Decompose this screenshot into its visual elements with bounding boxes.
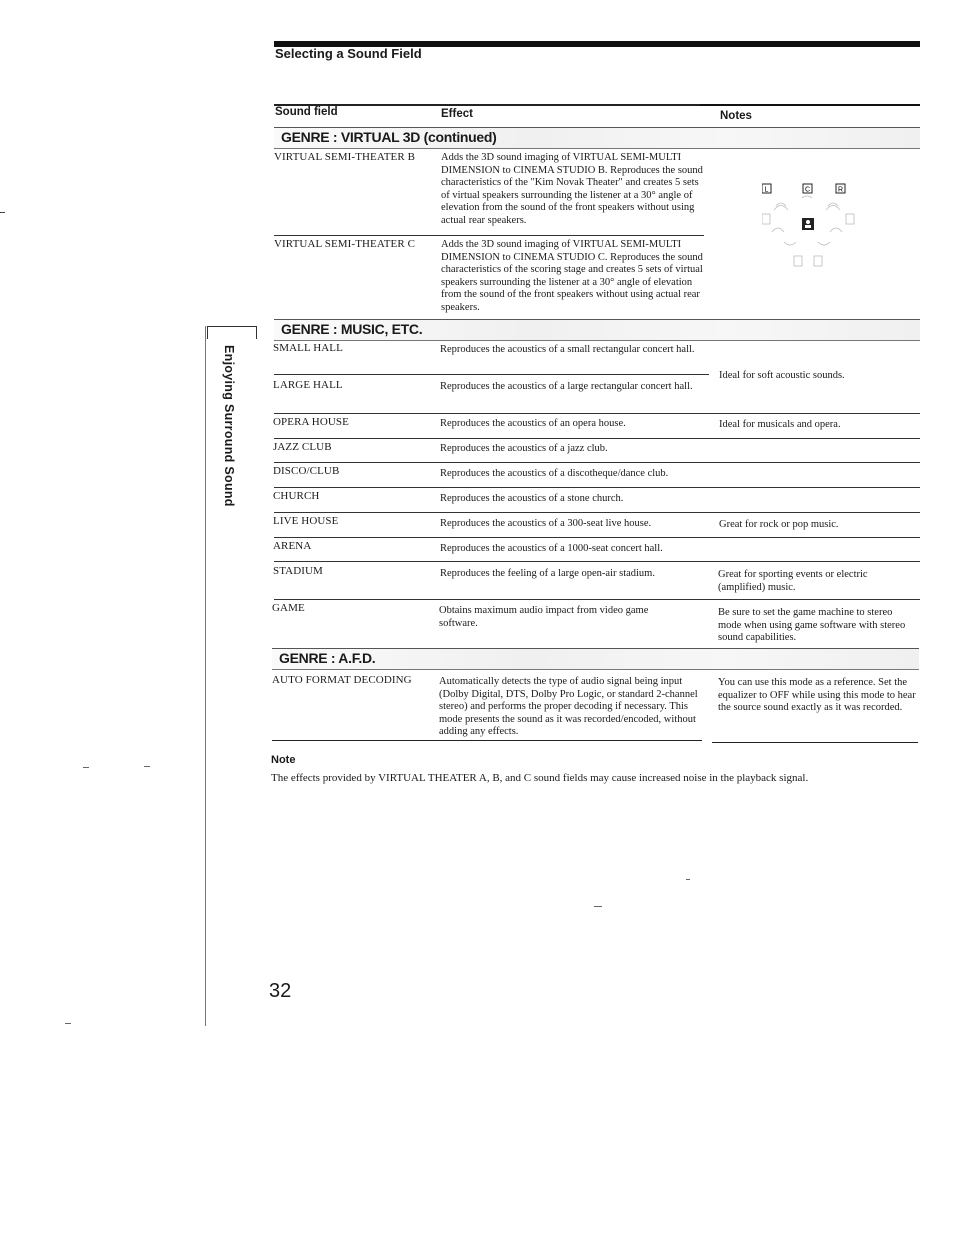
row-divider: [274, 374, 709, 375]
side-tab-marker: [207, 326, 257, 339]
note-title: Note: [271, 754, 296, 766]
row-divider: [274, 561, 920, 562]
row-divider: [274, 537, 920, 538]
field-name: GAME: [272, 602, 305, 614]
header-rule-notes: [700, 104, 920, 106]
field-effect: Reproduces the acoustics of a large rectangular concert hall.: [440, 381, 693, 392]
section-title: Selecting a Sound Field: [275, 46, 422, 61]
row-divider: [274, 462, 920, 463]
field-name: LARGE HALL: [273, 379, 343, 391]
field-effect: Adds the 3D sound imaging of VIRTUAL SEMI-MULTI DIMENSION to CINEMA STUDIO B. Reproduces the sound characteristics of the "Kim Novak Theater" and creates 5 sets of virtual speakers surrounding the listener at a 30° angle of elevation from the sound of the front speakers without using actual rear speakers.: [441, 152, 703, 226]
speaker-label-left: L: [764, 186, 769, 194]
row-divider: [274, 599, 920, 600]
field-name: STADIUM: [273, 565, 323, 577]
field-name: AUTO FORMAT DECODING: [272, 674, 412, 686]
row-divider: [274, 438, 920, 439]
field-effect: Reproduces the acoustics of a stone church.: [440, 493, 624, 504]
field-effect: Adds the 3D sound imaging of VIRTUAL SEMI-MULTI DIMENSION to CINEMA STUDIO C. Reproduces the sound characteristics of the scoring stage and creates 5 sets of virtual speakers surrounding the listener at a 30° angle of elevation from the sound of the front speakers without using actual rear speakers.: [441, 239, 703, 313]
field-name: VIRTUAL SEMI-THEATER C: [274, 238, 416, 250]
field-effect: Reproduces the feeling of a large open-air stadium.: [440, 568, 655, 579]
genre-label: GENRE : A.F.D.: [279, 650, 376, 666]
field-effect: Reproduces the acoustics of a 1000-seat concert hall.: [440, 543, 663, 554]
scan-artifact: [594, 906, 602, 907]
row-divider: [274, 487, 920, 488]
side-divider: [205, 326, 206, 1026]
field-effect: Reproduces the acoustics of a jazz club.: [440, 443, 608, 454]
field-name: SMALL HALL: [273, 342, 343, 354]
row-divider: [274, 413, 920, 414]
scan-artifact: [65, 1023, 71, 1024]
column-header-notes: Notes: [720, 110, 752, 122]
column-header-sound-field: Sound field: [275, 106, 338, 118]
field-name: CHURCH: [273, 490, 320, 502]
field-notes: Great for rock or pop music.: [719, 519, 839, 530]
field-effect: Automatically detects the type of audio signal being input (Dolby Digital, DTS, Dolby Pro Logic, or standard 2-channel stereo) and performs the proper decoding if necessary. This mode presents the sound as it was recorded/encoded, without adding any effects.: [439, 676, 698, 737]
note-text: The effects provided by VIRTUAL THEATER A, B, and C sound fields may cause increased noise in the playback signal.: [271, 772, 809, 784]
field-effect: Obtains maximum audio impact from video game software.: [439, 605, 649, 629]
field-notes: Ideal for soft acoustic sounds.: [719, 370, 845, 381]
row-divider: [274, 235, 704, 236]
field-name: OPERA HOUSE: [273, 416, 349, 428]
genre-bar-music: [274, 319, 920, 341]
field-effect: Reproduces the acoustics of a discotheque/dance club.: [440, 468, 669, 479]
column-header-effect: Effect: [441, 108, 473, 120]
field-effect: Reproduces the acoustics of a small rectangular concert hall.: [440, 344, 695, 355]
field-name: JAZZ CLUB: [273, 441, 332, 453]
field-notes: Ideal for musicals and opera.: [719, 419, 841, 430]
genre-label: GENRE : VIRTUAL 3D (continued): [281, 129, 497, 145]
genre-label: GENRE : MUSIC, ETC.: [281, 321, 423, 337]
table-bottom-rule: [272, 740, 702, 741]
table-bottom-rule-notes: [712, 742, 918, 743]
side-tab-label: Enjoying Surround Sound: [222, 345, 236, 507]
row-divider: [274, 512, 920, 513]
virtual-speaker-layout-icon: [762, 180, 862, 276]
scan-artifact: [83, 767, 89, 768]
page-number: 32: [269, 980, 292, 1002]
field-notes: Be sure to set the game machine to stereo mode when using game software with stereo sound capabilities.: [718, 607, 906, 643]
scan-artifact: [686, 879, 690, 880]
genre-bar-afd: [272, 648, 919, 670]
scan-artifact: [0, 212, 5, 213]
speaker-label-center: C: [804, 186, 811, 194]
field-effect: Reproduces the acoustics of a 300-seat live house.: [440, 518, 652, 529]
field-notes: You can use this mode as a reference. Set the equalizer to OFF while using this mode to hear the source sound exactly as it was recorded.: [718, 677, 916, 713]
field-notes: Great for sporting events or electric (amplified) music.: [718, 569, 868, 593]
scan-artifact: [144, 766, 150, 767]
field-name: DISCO/CLUB: [273, 465, 340, 477]
speaker-label-right: R: [837, 186, 844, 194]
genre-bar-virtual-3d: [274, 127, 920, 149]
field-name: ARENA: [273, 540, 312, 552]
field-name: VIRTUAL SEMI-THEATER B: [274, 151, 416, 163]
field-name: LIVE HOUSE: [273, 515, 339, 527]
field-effect: Reproduces the acoustics of an opera house.: [440, 418, 626, 429]
